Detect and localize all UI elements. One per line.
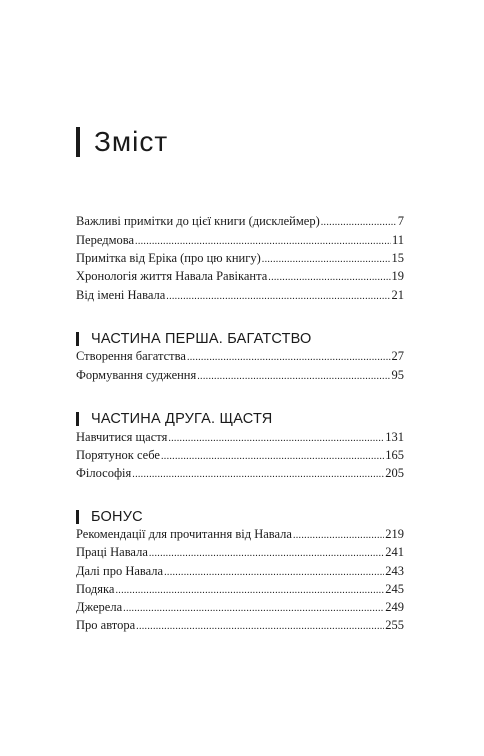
toc-entry-page: 11 (391, 233, 404, 247)
toc-entry-page: 21 (391, 288, 404, 302)
toc-leader-dots (321, 217, 397, 228)
toc-leader-dots (166, 291, 390, 302)
toc-entry-label: Праці Навала (76, 545, 148, 559)
toc-entry[interactable] (76, 251, 404, 269)
section-marker-bar (76, 332, 79, 346)
section-marker-bar (76, 412, 79, 426)
toc-leader-dots (135, 236, 391, 247)
toc-entry-page: 255 (385, 618, 404, 632)
section-heading-bonus (76, 508, 143, 526)
section-marker-bar (76, 510, 79, 524)
toc-entry[interactable] (76, 269, 404, 287)
toc-entry[interactable] (76, 527, 404, 545)
toc-entry[interactable] (76, 368, 404, 386)
toc-entry-label: Примітка від Еріка (про цю книгу) (76, 251, 261, 265)
toc-leader-dots (132, 469, 384, 480)
toc-entry-label: Про автора (76, 618, 136, 632)
toc-entry[interactable] (76, 564, 404, 582)
toc-leader-dots (136, 621, 384, 632)
toc-entry[interactable] (76, 430, 404, 448)
toc-leader-dots (164, 567, 384, 578)
toc-entry[interactable] (76, 349, 404, 367)
toc-entry[interactable] (76, 233, 404, 251)
toc-entry-page: 243 (385, 564, 404, 578)
page-title-text: Зміст (94, 126, 169, 157)
toc-entry-page: 241 (385, 545, 404, 559)
toc-entry[interactable] (76, 545, 404, 563)
toc-entry-page: 19 (391, 269, 404, 283)
toc-entry-page: 219 (385, 527, 404, 541)
toc-entry[interactable] (76, 466, 404, 484)
toc-leader-dots (268, 272, 390, 283)
toc-entry-label: Формування судження (76, 368, 197, 382)
toc-entry-label: Навчитися щастя (76, 430, 168, 444)
toc-entry-page: 27 (391, 349, 404, 363)
section-heading-text: ЧАСТИНА ДРУГА. ЩАСТЯ (91, 411, 273, 427)
toc-entry-page: 205 (385, 466, 404, 480)
toc-entry-label: Філософія (76, 466, 132, 480)
toc-entry-label: Створення багатства (76, 349, 186, 363)
section-heading-text: БОНУС (91, 509, 143, 525)
toc-entry[interactable] (76, 600, 404, 618)
toc-leader-dots (262, 254, 391, 265)
toc-entry-label: Важливі примітки до цієї книги (дисклеймер) (76, 214, 320, 228)
section-heading-part2 (76, 410, 272, 428)
toc-leader-dots (293, 530, 384, 541)
toc-entry-label: Хронологія життя Навала Равіканта (76, 269, 268, 283)
toc-leader-dots (197, 371, 390, 382)
toc-leader-dots (123, 603, 384, 614)
section-heading-part1 (76, 330, 312, 348)
toc-entry-page: 7 (397, 214, 404, 228)
toc-entry[interactable] (76, 288, 404, 306)
toc-entry[interactable] (76, 214, 404, 232)
toc-leader-dots (187, 352, 391, 363)
toc-entry[interactable] (76, 448, 404, 466)
toc-leader-dots (161, 451, 384, 462)
toc-entry-page: 131 (385, 430, 404, 444)
toc-entry-label: Далі про Навала (76, 564, 164, 578)
toc-entry-label: Передмова (76, 233, 135, 247)
toc-leader-dots (149, 548, 384, 559)
toc-leader-dots (115, 585, 384, 596)
toc-entry-page: 15 (391, 251, 404, 265)
toc-entry-page: 245 (385, 582, 404, 596)
toc-entry-page: 165 (385, 448, 404, 462)
toc-entry-page: 95 (391, 368, 404, 382)
toc-entry-label: Рекомендації для прочитання від Навала (76, 527, 292, 541)
toc-entry-label: Від імені Навала (76, 288, 166, 302)
toc-entry[interactable] (76, 618, 404, 636)
toc-entry-page: 249 (385, 600, 404, 614)
toc-leader-dots (168, 433, 384, 444)
title-marker-bar (76, 127, 80, 157)
section-heading-text: ЧАСТИНА ПЕРША. БАГАТСТВО (91, 331, 312, 347)
toc-entry[interactable] (76, 582, 404, 600)
toc-entry-label: Подяка (76, 582, 115, 596)
page-title (76, 124, 168, 160)
toc-entry-label: Порятунок себе (76, 448, 160, 462)
toc-entry-label: Джерела (76, 600, 123, 614)
